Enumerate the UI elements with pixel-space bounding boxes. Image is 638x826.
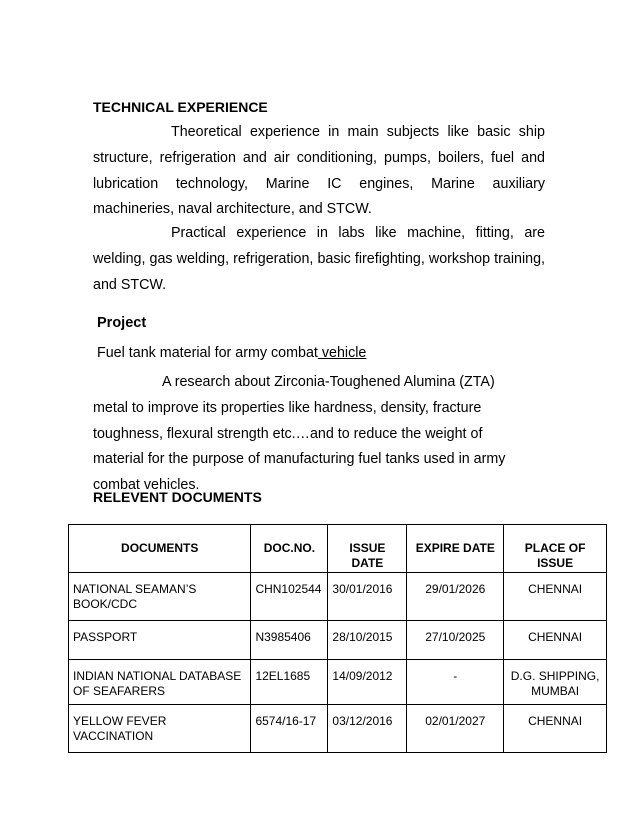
table-row xyxy=(69,621,607,660)
table-row xyxy=(69,660,607,705)
theoretical-experience-paragraph xyxy=(93,120,545,223)
place-of-issue-cell: CHENNAI xyxy=(504,573,607,621)
project-heading: Project xyxy=(97,315,147,331)
expire-date-cell: - xyxy=(407,660,504,705)
document-name-cell: PASSPORT xyxy=(69,621,251,660)
project-title-part1: Fuel tank material for army combat xyxy=(97,345,318,361)
place-of-issue-cell: D.G. SHIPPING, MUMBAI xyxy=(504,660,607,705)
project-title xyxy=(97,344,366,362)
documents-table xyxy=(68,524,607,753)
doc-no-cell: 12EL1685 xyxy=(251,660,328,705)
place-of-issue-cell: CHENNAI xyxy=(504,705,607,753)
column-header-place-of-issue: PLACE OF ISSUE xyxy=(504,525,607,573)
doc-no-cell: N3985406 xyxy=(251,621,328,660)
column-header-issue-date: ISSUE DATE xyxy=(328,525,407,573)
table-header-row xyxy=(69,525,607,573)
project-title-part2: vehicle xyxy=(317,345,367,361)
practical-experience-paragraph xyxy=(93,221,545,298)
issue-date-cell: 30/01/2016 xyxy=(328,573,407,621)
technical-experience-heading: TECHNICAL EXPERIENCE xyxy=(93,99,268,115)
expire-date-cell: 27/10/2025 xyxy=(407,621,504,660)
doc-no-cell: 6574/16-17 xyxy=(251,705,328,753)
table-row xyxy=(69,573,607,621)
issue-date-cell: 28/10/2015 xyxy=(328,621,407,660)
document-name-cell: INDIAN NATIONAL DATABASE OF SEAFARERS xyxy=(69,660,251,705)
place-of-issue-cell: CHENNAI xyxy=(504,621,607,660)
column-header-expire-date: EXPIRE DATE xyxy=(407,525,504,573)
theoretical-experience-text: Theoretical experience in main subjects like basic ship structure, refrigeration and air conditioning, pumps, boilers, fuel and lubrication technology, Marine IC engines, Marine auxiliary machineries, naval architecture, and STCW. xyxy=(93,124,545,218)
project-description-text: A research about Zirconia-Toughened Alumina (ZTA) metal to improve its properties like hardness, density, fracture toughness, flexural strength etc.…and to reduce the weight of material for the purpose of manufacturing fuel tanks used in army combat vehicles. xyxy=(93,374,506,494)
practical-experience-text: Practical experience in labs like machine, fitting, are welding, gas welding, refrigeration, basic firefighting, workshop training, and STCW. xyxy=(93,225,545,293)
document-name-cell: NATIONAL SEAMAN’S BOOK/CDC xyxy=(69,573,251,621)
doc-no-cell: CHN102544 xyxy=(251,573,328,621)
document-name-cell: YELLOW FEVER VACCINATION xyxy=(69,705,251,753)
column-header-doc-no: DOC.NO. xyxy=(251,525,328,573)
table-row xyxy=(69,705,607,753)
column-header-documents: DOCUMENTS xyxy=(69,525,251,573)
project-description xyxy=(93,370,533,499)
expire-date-cell: 29/01/2026 xyxy=(407,573,504,621)
issue-date-cell: 14/09/2012 xyxy=(328,660,407,705)
relevant-documents-heading: RELEVENT DOCUMENTS xyxy=(93,489,262,505)
issue-date-cell: 03/12/2016 xyxy=(328,705,407,753)
expire-date-cell: 02/01/2027 xyxy=(407,705,504,753)
